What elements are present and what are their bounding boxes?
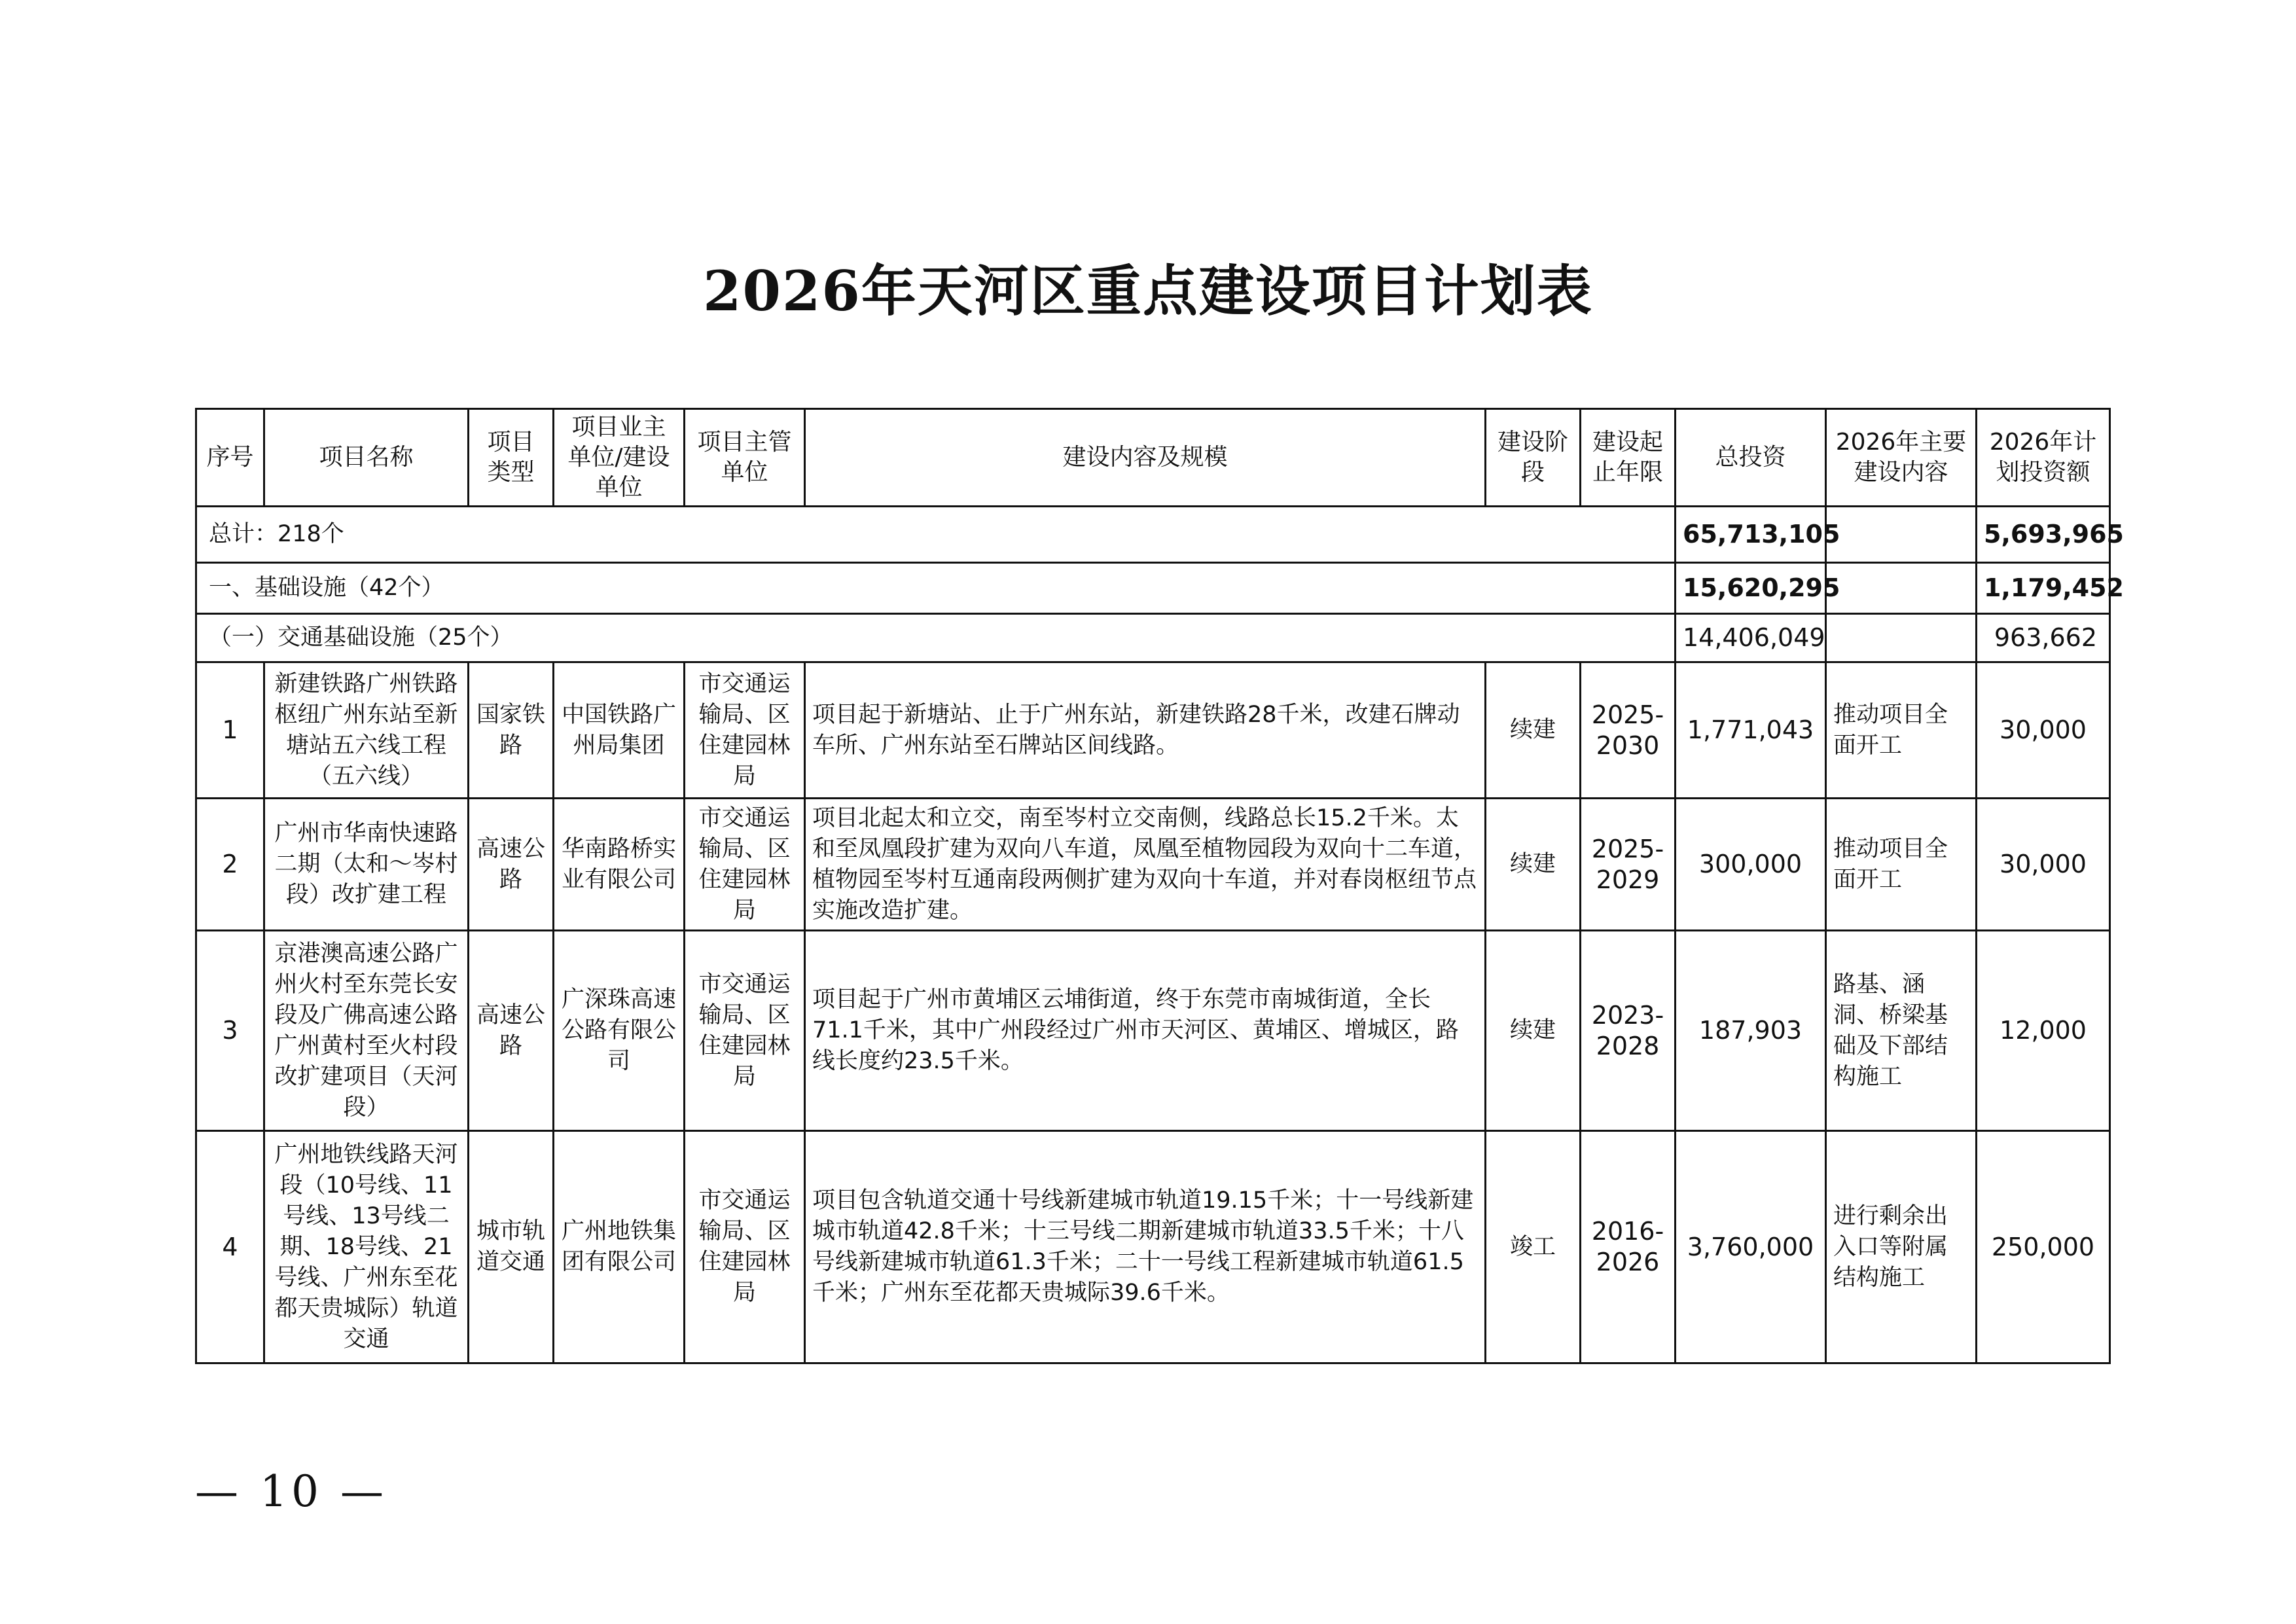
col-header-stage: 建设阶段: [1486, 409, 1581, 507]
row-period: 2025-2029: [1581, 799, 1676, 931]
row-owner: 中国铁路广州局集团: [554, 662, 685, 799]
row-seq: 3: [196, 931, 264, 1131]
summary-subcategory-row: [196, 614, 2110, 662]
row-seq: 2: [196, 799, 264, 931]
summary-category-row: [196, 563, 2110, 614]
row-project-type: 高速公路: [469, 799, 554, 931]
summary-subcategory-label: （一）交通基础设施（25个）: [196, 614, 1676, 662]
row-authority: 市交通运输局、区住建园林局: [685, 1131, 805, 1363]
table-row: [196, 931, 2110, 1131]
row-seq: 1: [196, 662, 264, 799]
summary-subcategory-plan-content: [1826, 614, 1977, 662]
row-project-type: 城市轨道交通: [469, 1131, 554, 1363]
row-content: 项目北起太和立交，南至岑村立交南侧，线路总长15.2千米。太和至凤凰段扩建为双向八车道，凤凰至植物园段为双向十二车道，植物园至岑村互通南段两侧扩建为双向十车道，并对春岗枢纽节点实施改造扩建。: [805, 799, 1486, 931]
row-authority: 市交通运输局、区住建园林局: [685, 662, 805, 799]
row-content: 项目包含轨道交通十号线新建城市轨道19.15千米；十一号线新建城市轨道42.8千米；十三号线二期新建城市轨道33.5千米；十八号线新建城市轨道61.3千米；二十一号线工程新建城市轨道61.5千米；广州东至花都天贵城际39.6千米。: [805, 1131, 1486, 1363]
col-header-plan-content: 2026年主要建设内容: [1826, 409, 1977, 507]
table-row: [196, 799, 2110, 931]
summary-total-plan-content: [1826, 507, 1977, 563]
table-row: [196, 1131, 2110, 1363]
row-stage: 续建: [1486, 662, 1581, 799]
row-total-investment: 3,760,000: [1676, 1131, 1826, 1363]
summary-subcategory-investment: 14,406,049: [1676, 614, 1826, 662]
row-owner: 华南路桥实业有限公司: [554, 799, 685, 931]
row-project-type: 高速公路: [469, 931, 554, 1131]
row-plan-content: 推动项目全面开工: [1826, 799, 1977, 931]
summary-category-label: 一、基础设施（42个）: [196, 563, 1676, 614]
col-header-type: 项目类型: [469, 409, 554, 507]
summary-category-investment: 15,620,295: [1676, 563, 1826, 614]
col-header-period: 建设起止年限: [1581, 409, 1676, 507]
col-header-seq: 序号: [196, 409, 264, 507]
row-stage: 续建: [1486, 799, 1581, 931]
col-header-content: 建设内容及规模: [805, 409, 1486, 507]
row-project-name: 广州地铁线路天河段（10号线、11号线、13号线二期、18号线、21号线、广州东至花都天贵城际）轨道交通: [264, 1131, 469, 1363]
row-total-investment: 187,903: [1676, 931, 1826, 1131]
project-plan-table: [195, 408, 2124, 1364]
summary-category-plan-investment: 1,179,452: [1977, 563, 2110, 614]
summary-total-label: 总计：218个: [196, 507, 1676, 563]
col-header-name: 项目名称: [264, 409, 469, 507]
row-owner: 广州地铁集团有限公司: [554, 1131, 685, 1363]
summary-subcategory-plan-investment: 963,662: [1977, 614, 2110, 662]
row-content: 项目起于新塘站、止于广州东站，新建铁路28千米，改建石牌动车所、广州东站至石牌站区间线路。: [805, 662, 1486, 799]
row-seq: 4: [196, 1131, 264, 1363]
row-content: 项目起于广州市黄埔区云埔街道，终于东莞市南城街道，全长71.1千米，其中广州段经过广州市天河区、黄埔区、增城区，路线长度约23.5千米。: [805, 931, 1486, 1131]
row-stage: 续建: [1486, 931, 1581, 1131]
row-plan-content: 进行剩余出入口等附属结构施工: [1826, 1131, 1977, 1363]
page-number: — 10 —: [195, 1466, 387, 1517]
summary-total-row: [196, 507, 2110, 563]
table-header-row: [196, 409, 2110, 507]
row-total-investment: 300,000: [1676, 799, 1826, 931]
summary-total-plan-investment: 5,693,965: [1977, 507, 2110, 563]
row-total-investment: 1,771,043: [1676, 662, 1826, 799]
row-owner: 广深珠高速公路有限公司: [554, 931, 685, 1131]
row-period: 2023-2028: [1581, 931, 1676, 1131]
row-plan-amount: 12,000: [1977, 931, 2110, 1131]
table-row: [196, 662, 2110, 799]
row-plan-amount: 250,000: [1977, 1131, 2110, 1363]
row-period: 2016-2026: [1581, 1131, 1676, 1363]
row-plan-amount: 30,000: [1977, 799, 2110, 931]
row-project-name: 广州市华南快速路二期（太和～岑村段）改扩建工程: [264, 799, 469, 931]
row-period: 2025-2030: [1581, 662, 1676, 799]
row-plan-content: 路基、涵洞、桥梁基础及下部结构施工: [1826, 931, 1977, 1131]
col-header-authority: 项目主管单位: [685, 409, 805, 507]
row-authority: 市交通运输局、区住建园林局: [685, 931, 805, 1131]
row-plan-amount: 30,000: [1977, 662, 2110, 799]
summary-total-investment: 65,713,105: [1676, 507, 1826, 563]
row-authority: 市交通运输局、区住建园林局: [685, 799, 805, 931]
row-project-name: 京港澳高速公路广州火村至东莞长安段及广佛高速公路广州黄村至火村段改扩建项目（天河段）: [264, 931, 469, 1131]
col-header-total: 总投资: [1676, 409, 1826, 507]
row-project-name: 新建铁路广州铁路枢纽广州东站至新塘站五六线工程（五六线）: [264, 662, 469, 799]
row-plan-content: 推动项目全面开工: [1826, 662, 1977, 799]
row-stage: 竣工: [1486, 1131, 1581, 1363]
row-project-type: 国家铁路: [469, 662, 554, 799]
col-header-plan-amount: 2026年计划投资额: [1977, 409, 2110, 507]
page-title: 2026年天河区重点建设项目计划表: [703, 259, 1593, 323]
summary-category-plan-content: [1826, 563, 1977, 614]
col-header-owner: 项目业主单位/建设单位: [554, 409, 685, 507]
